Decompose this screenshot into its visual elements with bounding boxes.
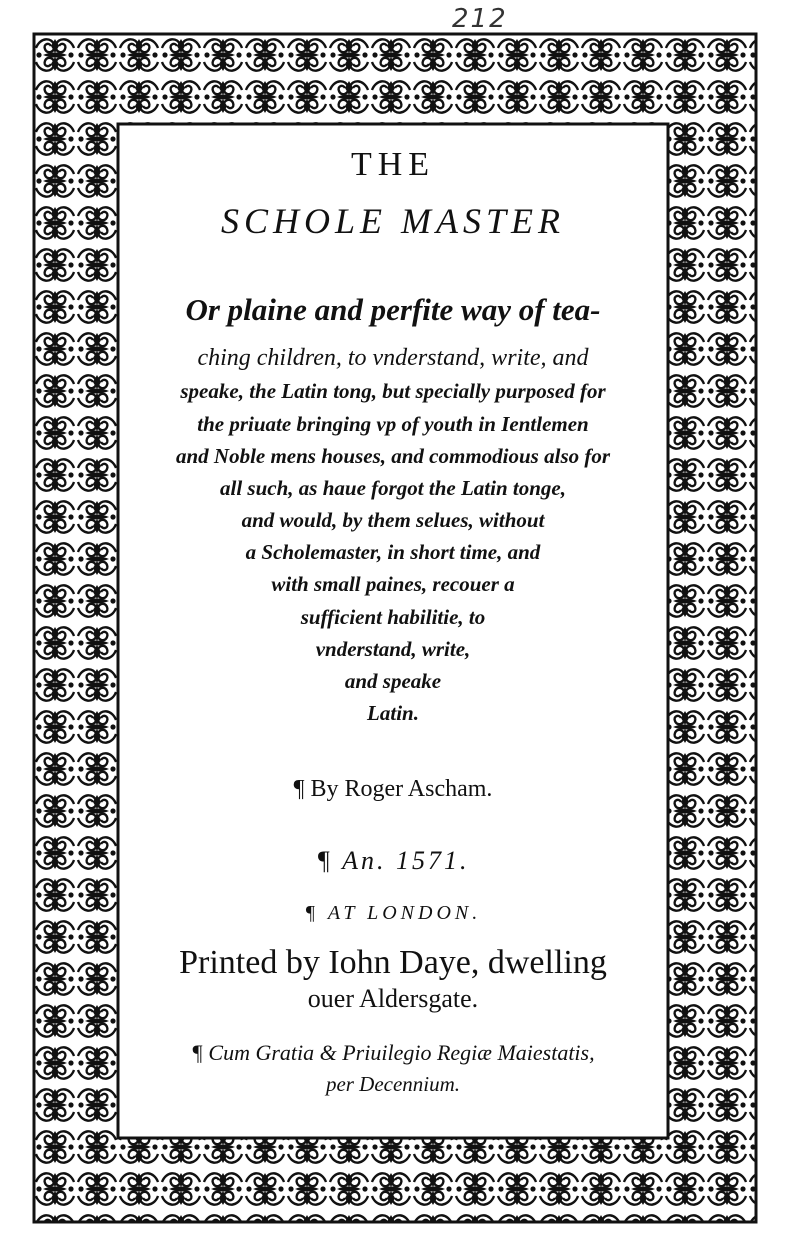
subtitle-line: and Noble mens houses, and commodious also for	[175, 444, 611, 468]
page-number: 212	[452, 4, 508, 34]
subtitle-line: a Scholemaster, in short time, and	[245, 540, 541, 564]
title-page-text	[122, 128, 664, 1128]
subtitle-line: speake, the Latin tong, but specially purposed for	[180, 379, 606, 403]
subtitle-line: ching children, to vnderstand, write, and	[197, 345, 589, 371]
subtitle-line: Latin.	[367, 701, 419, 725]
subtitle-line: vnderstand, write,	[315, 637, 471, 661]
privilege-line: ¶ Cum Gratia & Priuilegio Regiæ Maiestatis,	[191, 1040, 595, 1065]
subtitle-line: sufficient habilitie, to	[300, 605, 486, 629]
author-line: ¶ By Roger Ascham.	[293, 776, 493, 802]
subtitle-line: the priuate bringing vp of youth in Ientlemen	[197, 412, 589, 436]
privilege-term: per Decennium.	[325, 1072, 461, 1096]
subtitle-line: and would, by them selues, without	[241, 508, 545, 532]
date-line: ¶ An. 1571.	[316, 846, 470, 875]
subtitle-line: all such, as haue forgot the Latin tonge,	[220, 476, 566, 500]
printer-address: ouer Aldersgate.	[307, 984, 479, 1013]
subtitle-line: with small paines, recouer a	[271, 572, 515, 596]
title-the: THE	[350, 146, 436, 183]
subtitle-line: and speake	[344, 669, 442, 693]
subtitle-line: Or plaine and perfite way of tea-	[185, 292, 601, 327]
title-schole-master: SCHOLE MASTER	[221, 201, 565, 241]
imprint-place: ¶ AT LONDON.	[304, 902, 482, 924]
printer-line: Printed by Iohn Daye, dwelling	[179, 944, 607, 981]
